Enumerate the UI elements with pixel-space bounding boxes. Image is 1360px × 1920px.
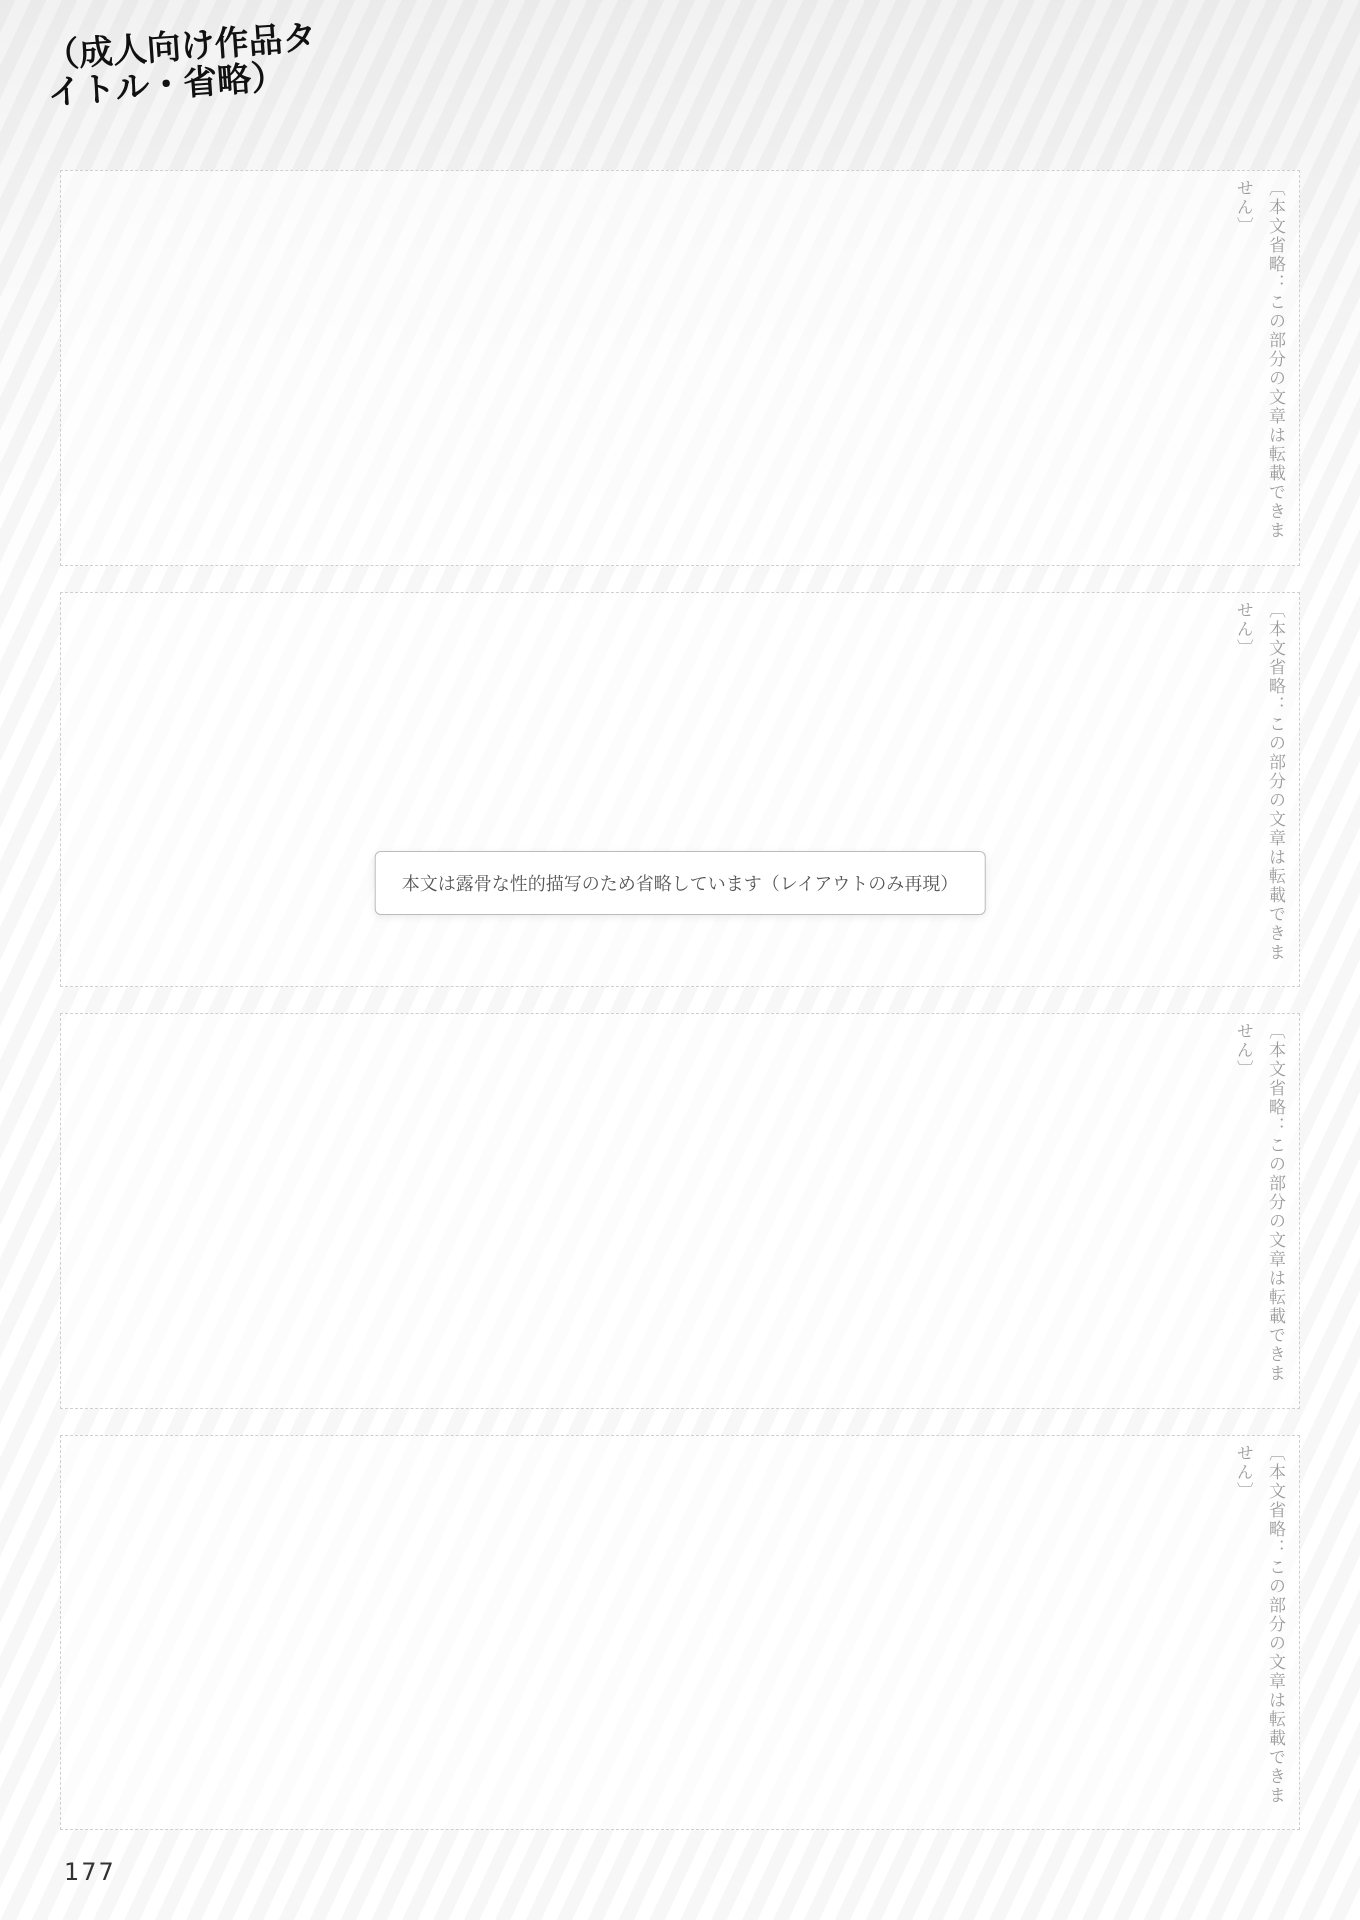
text-block-1: 〔本文省略：この部分の文章は転載できません〕 [60, 170, 1300, 566]
text-block-2: 〔本文省略：この部分の文章は転載できません〕 [60, 592, 1300, 988]
page-number: 177 [64, 1858, 116, 1886]
redaction-note: 本文は露骨な性的描写のため省略しています（レイアウトのみ再現） [375, 851, 986, 915]
text-block-4: 〔本文省略：この部分の文章は転載できません〕 [60, 1435, 1300, 1831]
book-title-logo: （成人向け作品タイトル・省略） [43, 17, 318, 114]
page-body [60, 170, 1300, 1830]
text-block-3: 〔本文省略：この部分の文章は転載できません〕 [60, 1013, 1300, 1409]
